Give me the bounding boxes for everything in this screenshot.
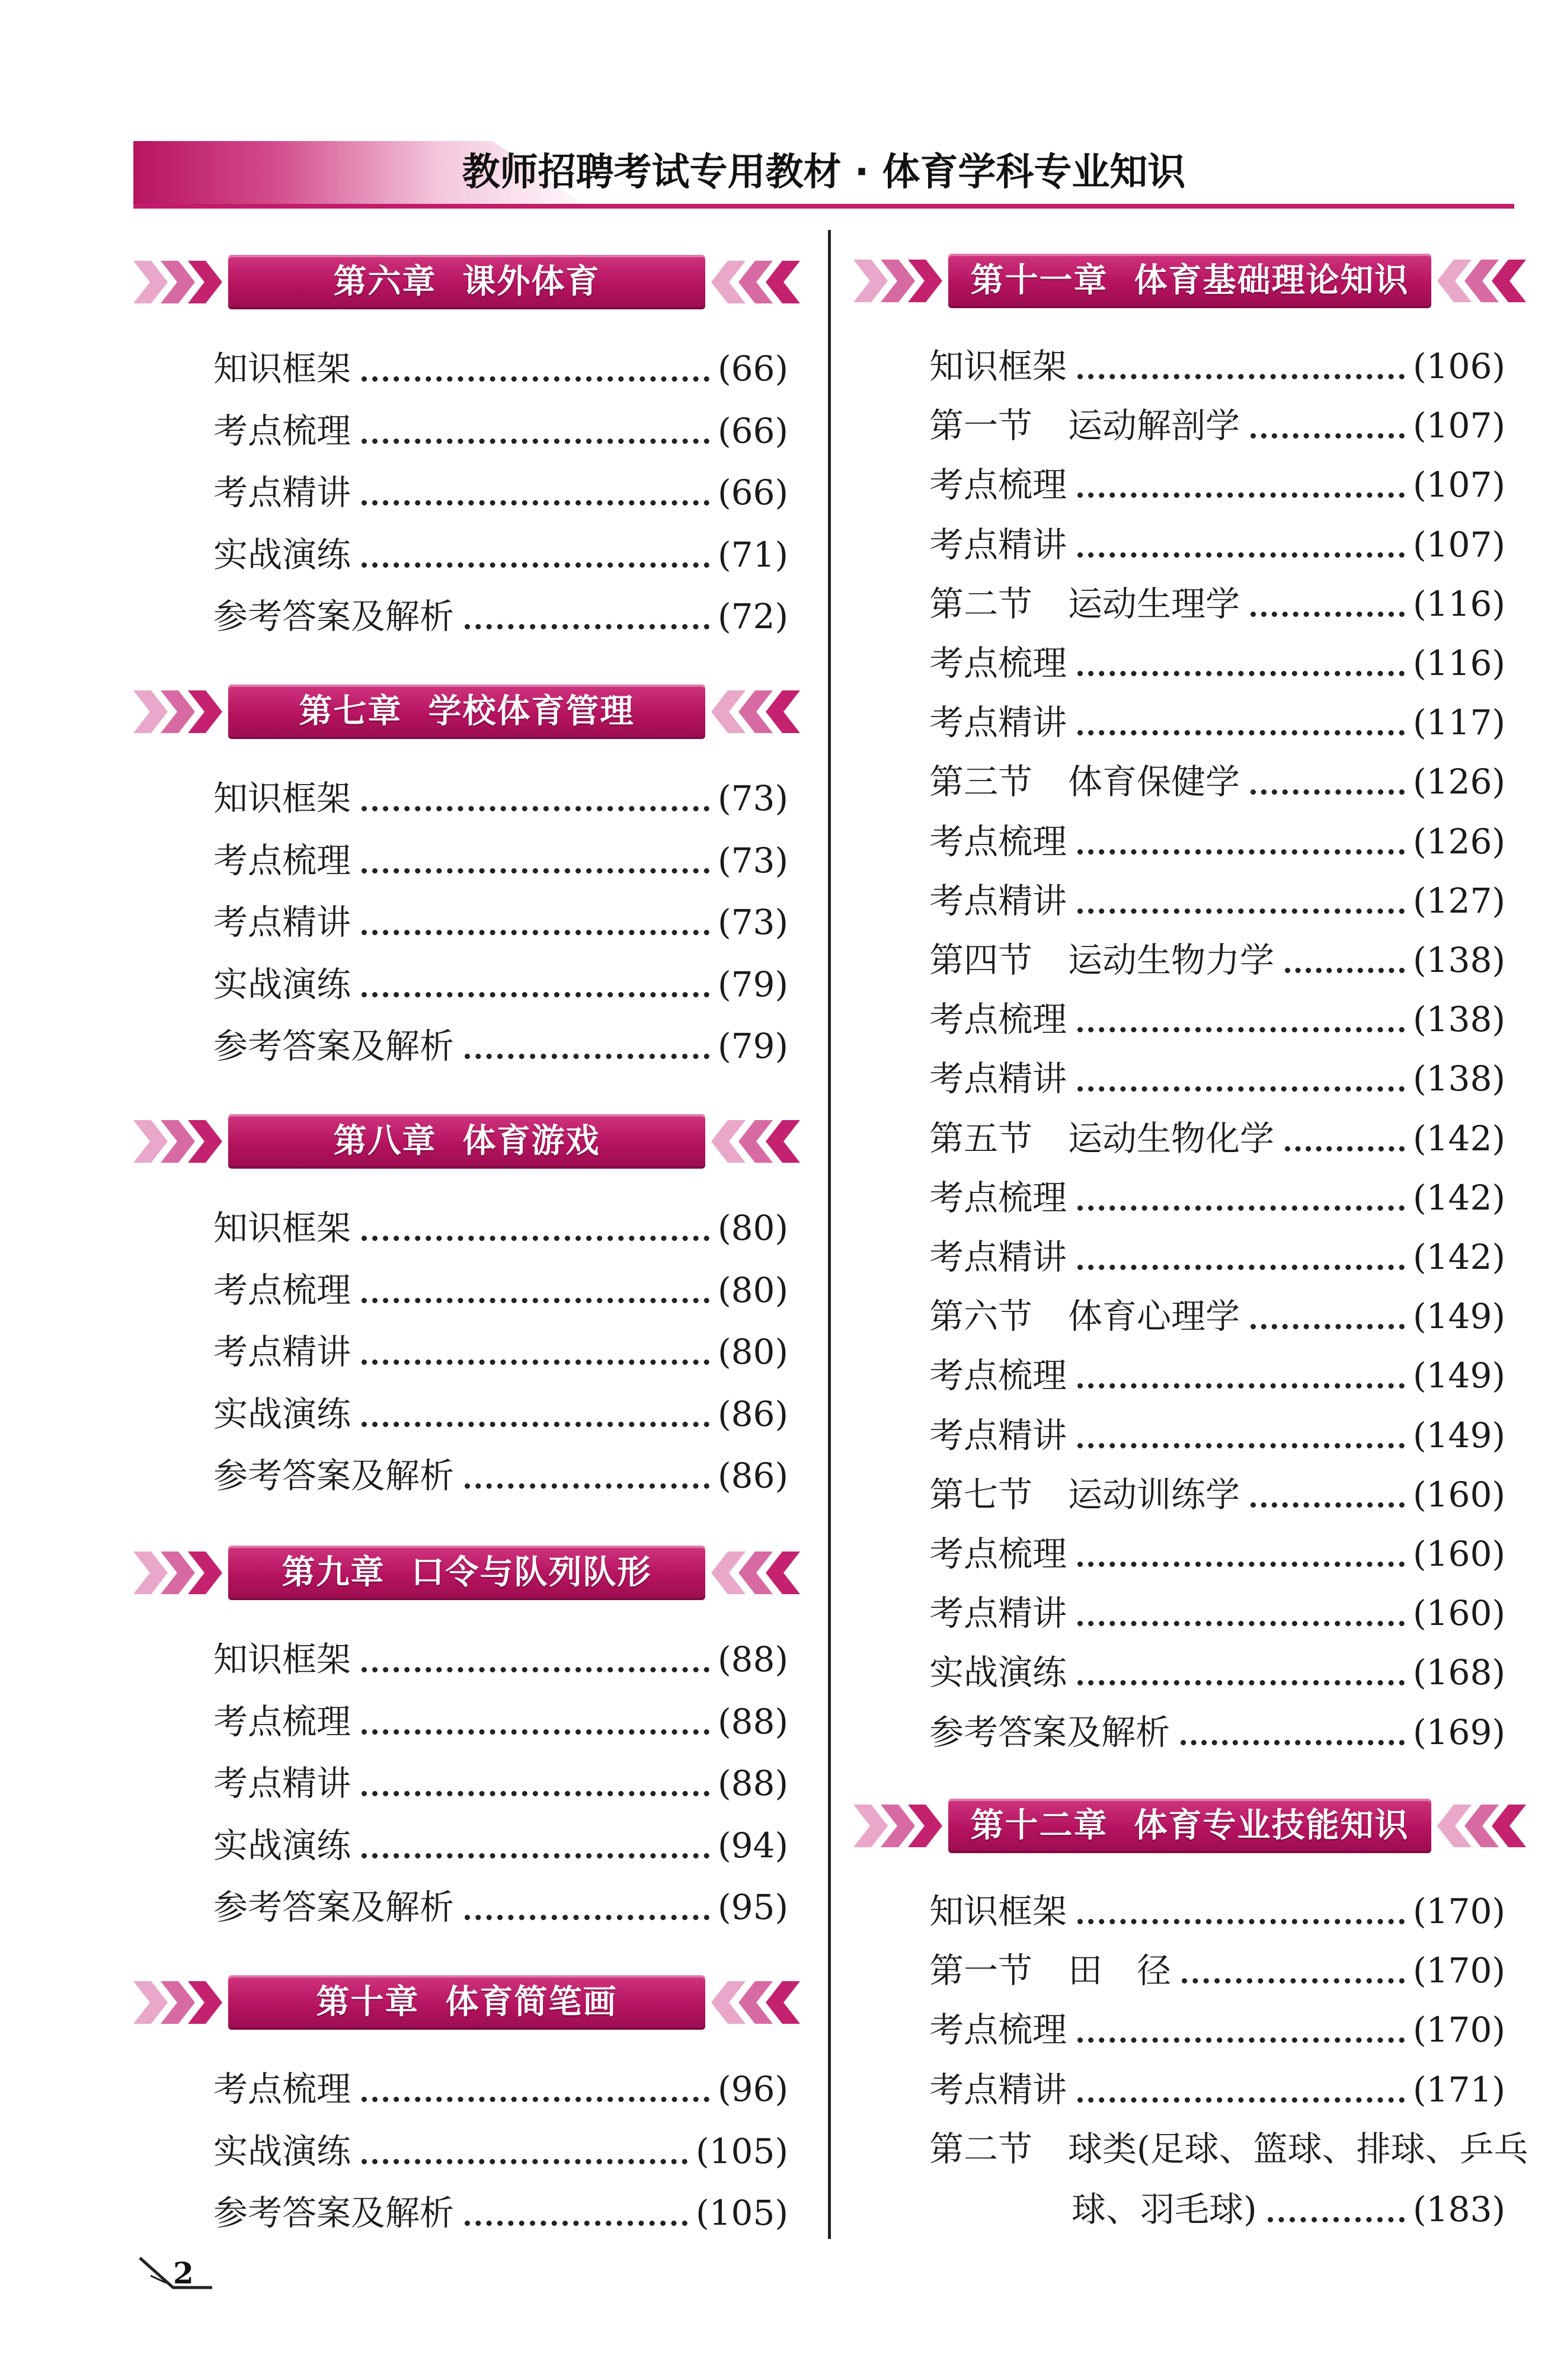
- entry-label: 考点梳理: [929, 465, 1067, 506]
- dot-leader: [1251, 612, 1405, 617]
- chevrons-right-icon: [133, 1118, 228, 1165]
- chapter-number: 第六章: [333, 263, 437, 301]
- dot-leader: [1077, 1086, 1405, 1092]
- page-ref: (94): [717, 1825, 788, 1866]
- dot-leader: [362, 1298, 709, 1303]
- dot-leader: [465, 2221, 687, 2226]
- dot-leader: [1077, 1205, 1405, 1211]
- entry-label: 考点精讲: [929, 1415, 1067, 1455]
- toc-entry[interactable]: [213, 1636, 788, 1683]
- toc-entry[interactable]: [213, 593, 788, 640]
- chapter-title: 课外体育: [462, 263, 600, 301]
- entry-label: 考点梳理: [213, 410, 351, 451]
- toc-section-entry[interactable]: [929, 1293, 1505, 1340]
- entry-label: 考点梳理: [929, 1177, 1067, 1218]
- dot-leader: [1251, 433, 1405, 439]
- section-title: 运动训练学: [1068, 1474, 1240, 1515]
- toc-entry[interactable]: [929, 639, 1505, 687]
- dot-leader: [1077, 1383, 1405, 1389]
- page-ref: (71): [717, 534, 788, 575]
- toc-entry[interactable]: [213, 1883, 788, 1931]
- page-ref: (80): [717, 1208, 788, 1248]
- page-number: 2: [173, 2256, 194, 2291]
- dot-leader: [465, 1915, 709, 1920]
- dot-leader: [1077, 1621, 1405, 1626]
- chapter-heading: [948, 1799, 1431, 1853]
- entry-label: 第一节: [929, 405, 1033, 446]
- toc-entry[interactable]: [213, 1760, 788, 1807]
- section-title: 运动生物力学: [1068, 940, 1275, 980]
- toc-section-entry[interactable]: [929, 580, 1505, 628]
- entry-label: 实战演练: [213, 964, 351, 1005]
- chevrons-left-icon: [1431, 257, 1526, 305]
- chapter-number: 第十章: [316, 1983, 420, 2021]
- toc-entry[interactable]: [929, 1649, 1505, 1696]
- entry-label: 实战演练: [213, 1825, 351, 1866]
- chapter-banner: [133, 1114, 800, 1169]
- toc-entry[interactable]: [929, 1412, 1505, 1459]
- entry-label: 参考答案及解析: [929, 1712, 1171, 1752]
- dot-leader: [1251, 789, 1405, 795]
- chapter-banner: [853, 1799, 1526, 1853]
- toc-entry[interactable]: [929, 699, 1505, 746]
- entry-label: 参考答案及解析: [213, 1887, 455, 1927]
- dot-leader: [362, 1791, 709, 1796]
- page-ref: (66): [717, 472, 788, 513]
- dot-leader: [362, 1359, 709, 1365]
- dot-leader: [1077, 1680, 1405, 1685]
- entry-label: 知识框架: [929, 346, 1067, 386]
- section-title-continued: 球、羽毛球): [1072, 2189, 1257, 2229]
- chapter-heading: [228, 1114, 705, 1169]
- dot-leader: [465, 624, 709, 629]
- page-ref: (142): [1413, 1118, 1505, 1159]
- page-ref: (171): [1413, 2069, 1505, 2110]
- dot-leader: [362, 930, 709, 935]
- toc-entry[interactable]: [929, 996, 1505, 1043]
- chapter-heading: [228, 684, 705, 739]
- toc-entry[interactable]: [213, 407, 788, 455]
- entry-label: 考点梳理: [213, 1269, 351, 1310]
- chapter-heading: [228, 1546, 705, 1600]
- page-ref: (73): [717, 778, 788, 818]
- chapter-number: 第八章: [333, 1122, 437, 1160]
- dot-leader: [465, 1054, 709, 1059]
- page-ref: (79): [717, 964, 788, 1005]
- dot-leader: [362, 439, 709, 444]
- chevrons-left-icon: [705, 1118, 800, 1165]
- toc-entry[interactable]: [213, 2065, 788, 2113]
- page-ref: (88): [717, 1639, 788, 1680]
- page-header-title: 教师招聘考试专用教材 · 体育学科专业知识: [462, 151, 1186, 194]
- dot-leader: [362, 806, 709, 811]
- page-ref: (105): [696, 2193, 788, 2233]
- page-ref: (142): [1413, 1177, 1505, 1218]
- toc-entry[interactable]: [929, 343, 1505, 390]
- dot-leader: [1077, 492, 1405, 498]
- dot-leader: [1251, 1324, 1405, 1329]
- page-ref: (86): [717, 1455, 788, 1496]
- entry-label: 考点梳理: [929, 999, 1067, 1040]
- toc-entry[interactable]: [213, 1266, 788, 1314]
- entry-label: 实战演练: [929, 1652, 1067, 1693]
- toc-section-entry[interactable]: [929, 1115, 1505, 1162]
- dot-leader: [1077, 2037, 1405, 2043]
- entry-label: 考点梳理: [929, 1355, 1067, 1396]
- chapter-number: 第九章: [282, 1553, 385, 1592]
- chapter-title: 学校体育管理: [428, 692, 635, 731]
- page-ref: (80): [717, 1332, 788, 1372]
- page-ref: (183): [1413, 2189, 1505, 2229]
- chapter-title: 体育专业技能知识: [1134, 1806, 1409, 1845]
- toc-entry[interactable]: [929, 1233, 1505, 1281]
- entry-label: 考点精讲: [929, 880, 1067, 921]
- chapter-title: 体育基础理论知识: [1134, 261, 1409, 300]
- section-title: 运动生理学: [1068, 583, 1240, 624]
- toc-entry[interactable]: [929, 1888, 1505, 1935]
- page-ref: (86): [717, 1393, 788, 1434]
- entry-label: 参考答案及解析: [213, 596, 455, 636]
- page-ref: (80): [717, 1269, 788, 1310]
- dot-leader: [1077, 671, 1405, 676]
- dot-leader: [362, 376, 709, 382]
- page-ref: (73): [717, 840, 788, 881]
- chapter-banner: [133, 684, 800, 739]
- section-title: 球类(足球、篮球、排球、乒乓: [1068, 2128, 1528, 2169]
- toc-entry[interactable]: [213, 775, 788, 822]
- toc-entry[interactable]: [213, 898, 788, 946]
- page-ref: (149): [1413, 1355, 1505, 1396]
- section-title: 田 径: [1068, 1950, 1172, 1991]
- chevrons-left-icon: [705, 688, 800, 735]
- dot-leader: [362, 992, 709, 997]
- dot-leader: [362, 868, 709, 874]
- toc-entry[interactable]: [929, 1709, 1505, 1756]
- dot-leader: [1077, 849, 1405, 855]
- dot-leader: [1077, 909, 1405, 914]
- entry-label: 知识框架: [213, 348, 351, 389]
- chapter-heading: [948, 254, 1431, 308]
- dot-leader: [1077, 552, 1405, 558]
- chevrons-right-icon: [133, 1979, 228, 2026]
- page-ref: (107): [1413, 465, 1505, 506]
- toc-section-entry[interactable]: [929, 2125, 1528, 2173]
- page-ref: (105): [696, 2131, 788, 2171]
- entry-label: 考点梳理: [213, 2069, 351, 2109]
- toc-entry[interactable]: [929, 818, 1505, 865]
- entry-label: 考点梳理: [929, 643, 1067, 683]
- page-ref: (96): [717, 2069, 788, 2109]
- chevrons-left-icon: [1431, 1802, 1526, 1850]
- dot-leader: [362, 1422, 709, 1427]
- dot-leader: [1181, 1740, 1405, 1745]
- entry-label: 实战演练: [213, 1393, 351, 1434]
- dot-leader: [362, 562, 709, 568]
- chapter-banner: [133, 255, 800, 309]
- dot-leader: [1077, 1265, 1405, 1270]
- dot-leader: [1077, 1562, 1405, 1567]
- chapter-number: 第七章: [299, 692, 402, 731]
- chapter-banner: [133, 1975, 800, 2030]
- toc-entry[interactable]: [929, 1589, 1505, 1637]
- page-ref: (107): [1413, 524, 1505, 565]
- chapter-banner: [853, 254, 1526, 308]
- entry-label: 考点梳理: [929, 2010, 1067, 2050]
- dot-leader: [362, 500, 709, 506]
- chevrons-right-icon: [853, 1802, 948, 1850]
- chevrons-right-icon: [133, 258, 228, 306]
- page-ref: (170): [1413, 1891, 1505, 1931]
- page-ref: (138): [1413, 940, 1505, 980]
- page-ref: (127): [1413, 880, 1505, 921]
- page-ref: (88): [717, 1701, 788, 1742]
- chapter-title: 体育游戏: [462, 1122, 600, 1160]
- chapter-number: 第十一章: [970, 261, 1108, 300]
- dot-leader: [465, 1483, 709, 1489]
- page-ref: (142): [1413, 1237, 1505, 1277]
- entry-label: 知识框架: [929, 1891, 1067, 1931]
- page-ref: (160): [1413, 1534, 1505, 1574]
- chevrons-left-icon: [705, 1979, 800, 2026]
- dot-leader: [1251, 1502, 1405, 1508]
- dot-leader: [362, 1667, 709, 1672]
- dot-leader: [1077, 374, 1405, 379]
- entry-label: 参考答案及解析: [213, 1455, 455, 1496]
- toc-entry[interactable]: [213, 1204, 788, 1252]
- page-ref: (149): [1413, 1415, 1505, 1455]
- page-ref: (88): [717, 1763, 788, 1803]
- page-ref: (106): [1413, 346, 1505, 386]
- toc-entry[interactable]: [213, 1022, 788, 1070]
- column-divider: [828, 230, 831, 2239]
- entry-label: 第五节: [929, 1118, 1033, 1159]
- toc-entry[interactable]: [929, 1530, 1505, 1578]
- page-ref: (170): [1413, 2010, 1505, 2050]
- page-ref: (72): [717, 596, 788, 636]
- entry-label: 参考答案及解析: [213, 2193, 455, 2233]
- entry-label: 考点梳理: [929, 1534, 1067, 1574]
- section-title: 体育心理学: [1068, 1296, 1240, 1337]
- toc-entry[interactable]: [213, 1822, 788, 1869]
- dot-leader: [1182, 1978, 1405, 1984]
- entry-label: 实战演练: [213, 2131, 351, 2171]
- entry-label: 考点精讲: [213, 1332, 351, 1372]
- page-ref: (170): [1413, 1950, 1505, 1991]
- entry-label: 考点精讲: [929, 702, 1067, 743]
- entry-label: 考点精讲: [213, 1763, 351, 1803]
- dot-leader: [1285, 968, 1405, 973]
- page-ref: (138): [1413, 999, 1505, 1040]
- entry-label: 考点精讲: [929, 1058, 1067, 1099]
- toc-entry[interactable]: [929, 461, 1505, 508]
- toc-entry[interactable]: [213, 1452, 788, 1499]
- entry-label: 第四节: [929, 940, 1033, 980]
- entry-label: 考点梳理: [929, 821, 1067, 862]
- page-ref: (149): [1413, 1296, 1505, 1337]
- dot-leader: [1268, 2217, 1405, 2222]
- page-ref: (66): [717, 348, 788, 389]
- page-ref: (116): [1413, 583, 1505, 624]
- page-ref: (66): [717, 410, 788, 451]
- chevrons-left-icon: [705, 258, 800, 306]
- toc-entry[interactable]: [213, 961, 788, 1008]
- section-title: 运动解剖学: [1068, 405, 1240, 446]
- chapter-heading: [228, 1975, 705, 2030]
- toc-section-entry[interactable]: [929, 758, 1505, 805]
- toc-entry[interactable]: [929, 1352, 1505, 1399]
- page-ref: (169): [1413, 1712, 1505, 1752]
- toc-entry[interactable]: [213, 837, 788, 884]
- entry-label: 第六节: [929, 1296, 1033, 1337]
- entry-label: 知识框架: [213, 778, 351, 818]
- toc-entry[interactable]: [213, 1390, 788, 1438]
- entry-label: 考点精讲: [929, 1593, 1067, 1634]
- entry-label: 第二节: [929, 583, 1033, 624]
- section-title: 运动生物化学: [1068, 1118, 1275, 1159]
- dot-leader: [362, 1236, 709, 1241]
- dot-leader: [1077, 1443, 1405, 1448]
- entry-label: 实战演练: [213, 534, 351, 575]
- toc-entry[interactable]: [213, 1698, 788, 1745]
- page-ref: (160): [1413, 1474, 1505, 1515]
- chevrons-right-icon: [133, 688, 228, 735]
- toc-section-entry-continued[interactable]: [1072, 2186, 1505, 2233]
- entry-label: 参考答案及解析: [213, 1026, 455, 1066]
- entry-label: 考点梳理: [213, 1701, 351, 1742]
- page-ref: (95): [717, 1887, 788, 1927]
- chapter-number: 第十二章: [970, 1806, 1108, 1845]
- page-ref: (73): [717, 902, 788, 942]
- toc-entry[interactable]: [929, 2006, 1505, 2053]
- chapter-title: 口令与队列队形: [411, 1553, 652, 1592]
- toc-entry[interactable]: [929, 2066, 1505, 2113]
- chapter-title: 体育简笔画: [445, 1983, 618, 2021]
- toc-entry[interactable]: [213, 531, 788, 578]
- dot-leader: [1077, 1027, 1405, 1032]
- dot-leader: [1285, 1146, 1405, 1151]
- toc-entry[interactable]: [213, 2128, 788, 2175]
- toc-entry[interactable]: [929, 1055, 1505, 1102]
- entry-label: 考点精讲: [929, 1237, 1067, 1277]
- toc-entry[interactable]: [213, 1328, 788, 1375]
- toc-section-entry[interactable]: [929, 1947, 1505, 1994]
- toc-section-entry[interactable]: [929, 402, 1505, 449]
- page-ref: (160): [1413, 1593, 1505, 1634]
- entry-label: 知识框架: [213, 1208, 351, 1248]
- chapter-banner: [133, 1546, 800, 1600]
- toc-entry[interactable]: [213, 469, 788, 516]
- page-ref: (79): [717, 1026, 788, 1066]
- toc-entry[interactable]: [213, 2189, 788, 2237]
- dot-leader: [1077, 2097, 1405, 2103]
- entry-label: 第二节: [929, 2128, 1033, 2169]
- toc-entry[interactable]: [929, 521, 1505, 568]
- dot-leader: [1077, 730, 1405, 735]
- dot-leader: [362, 2097, 709, 2102]
- toc-entry[interactable]: [213, 345, 788, 392]
- dot-leader: [362, 1729, 709, 1735]
- page-ref: (117): [1413, 702, 1505, 743]
- chapter-heading: [228, 255, 705, 309]
- entry-label: 知识框架: [213, 1639, 351, 1680]
- dot-leader: [362, 1853, 709, 1858]
- entry-label: 考点精讲: [929, 2069, 1067, 2110]
- chevrons-right-icon: [133, 1549, 228, 1597]
- dot-leader: [362, 2159, 687, 2164]
- toc-entry[interactable]: [929, 877, 1505, 925]
- entry-label: 考点精讲: [929, 524, 1067, 565]
- page-ref: (107): [1413, 405, 1505, 446]
- toc-entry[interactable]: [929, 1174, 1505, 1221]
- entry-label: 第三节: [929, 762, 1033, 802]
- page-ref: (126): [1413, 821, 1505, 862]
- toc-section-entry[interactable]: [929, 936, 1505, 984]
- entry-label: 第七节: [929, 1474, 1033, 1515]
- entry-label: 考点梳理: [213, 840, 351, 881]
- page-ref: (126): [1413, 762, 1505, 802]
- page-ref: (116): [1413, 643, 1505, 683]
- entry-label: 第一节: [929, 1950, 1033, 1991]
- section-title: 体育保健学: [1068, 762, 1240, 802]
- chevrons-left-icon: [705, 1549, 800, 1597]
- page-ref: (138): [1413, 1058, 1505, 1099]
- chevrons-right-icon: [853, 257, 948, 305]
- toc-section-entry[interactable]: [929, 1471, 1505, 1518]
- entry-label: 考点精讲: [213, 472, 351, 513]
- header-rule: [133, 204, 1514, 209]
- page-ref: (168): [1413, 1652, 1505, 1693]
- entry-label: 考点精讲: [213, 902, 351, 942]
- dot-leader: [1077, 1919, 1405, 1924]
